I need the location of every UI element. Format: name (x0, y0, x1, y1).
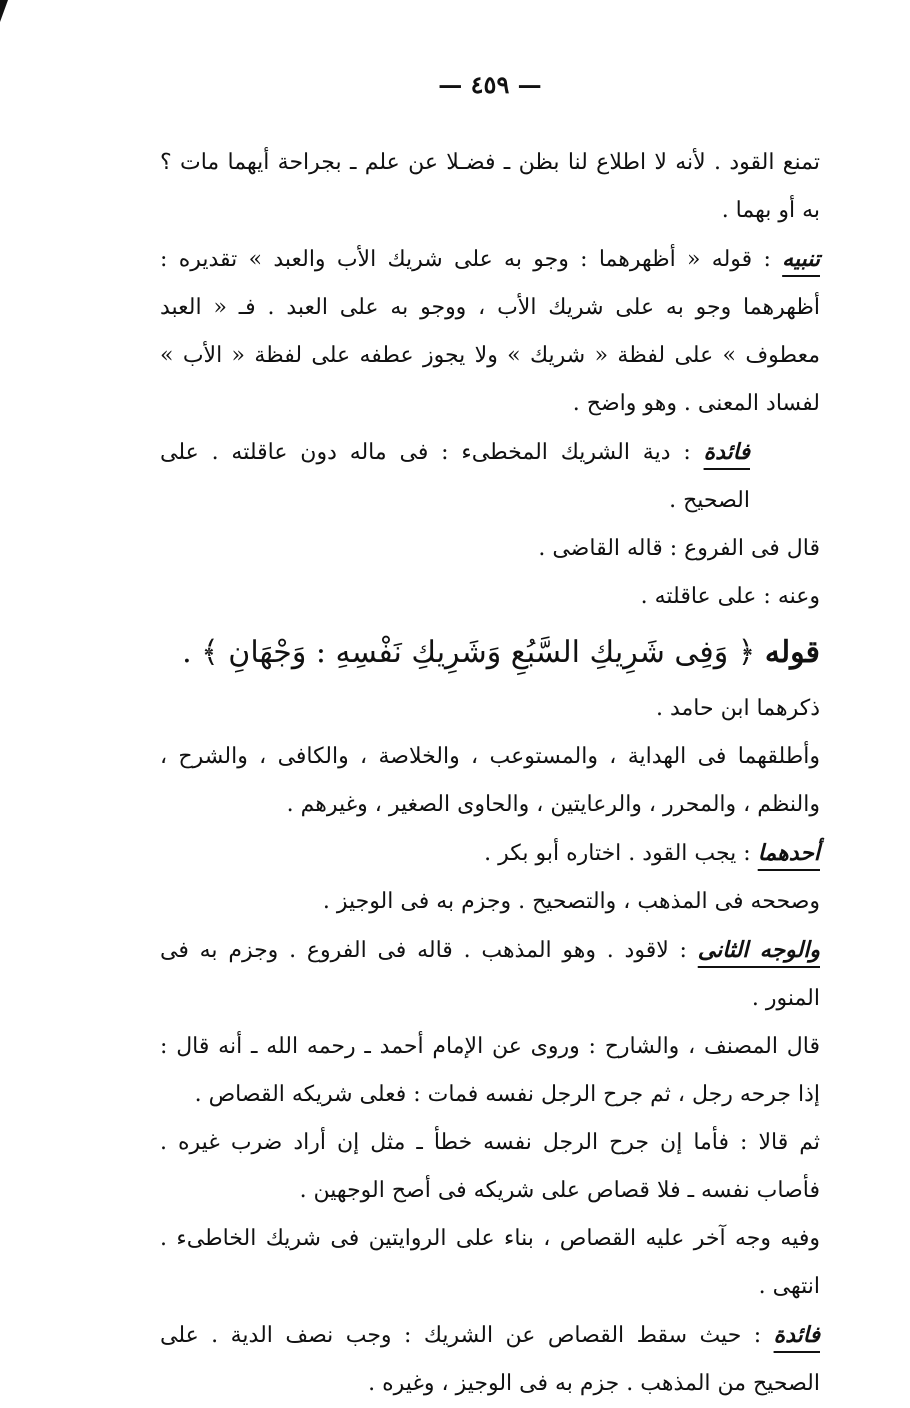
paragraph-label: فائدة (773, 1322, 820, 1348)
paragraph-text: : حيث سقط القصاص عن الشريك : وجب نصف الدية . على الصحيح من المذهب . جزم به فى الوجيز ، وغيره . (160, 1323, 820, 1396)
paragraph-text: : قوله « أظهرهما : وجو به على شريك الأب والعبد » تقديره : أظهرهما وجو به على شريك الأب ، ووجو به على العبد . فـ « العبد معطوف » على لفظة « شريك » ولا يجوز عطفه على لفظة « الأب » لفساد المعنى . وهو واضح . (160, 247, 820, 416)
paragraph-text: تمنع القود . لأنه لا اطلاع لنا بظن ـ فضـلا عن علم ـ بجراحة أيهما مات ؟ به أو بهما . (160, 150, 820, 223)
verse-text: ﴿ وَفِى شَرِيكِ السَّبُعِ وَشَرِيكِ نَفْسِهِ : وَجْهَانِ ﴾ . (182, 635, 756, 670)
page-body (160, 70, 820, 1408)
paragraph-text: ذكرهما ابن حامد . (655, 696, 820, 721)
paragraph-text: وفيه وجه آخر عليه القصاص ، بناء على الروايتين فى شريك الخاطىء . انتهى . (160, 1226, 820, 1299)
paragraph-text: : دية الشريك المخطىء : فى ماله دون عاقلته . على الصحيح . (160, 440, 750, 513)
paragraph-text: قال فى الفروع : قاله القاضى . (538, 536, 820, 561)
paragraph (160, 1119, 820, 1215)
paragraph (160, 878, 820, 926)
paragraph (160, 733, 820, 829)
paragraph-text: ثم قالا : فأما إن جرح الرجل نفسه خطأ ـ مثل إن أراد ضرب غيره . فأصاب نفسه ـ فلا قصاص على شريكه فى أصح الوجهين . (160, 1130, 820, 1203)
paragraph-note (160, 235, 820, 428)
paragraph-label: فائدة (703, 439, 750, 465)
page-number: — ٤٥٩ — (438, 70, 542, 99)
paragraph-benefit (160, 428, 820, 525)
paragraph-first-view (160, 829, 820, 878)
paragraph-text: وصححه فى المذهب ، والتصحيح . وجزم به فى الوجيز . (322, 889, 820, 914)
paragraph (160, 685, 820, 733)
paragraph (160, 139, 820, 235)
paragraph-text: وأطلقهما فى الهداية ، والمستوعب ، والخلاصة ، والكافى ، والشرح ، والنظم ، والمحرر ، والرعايتين ، والحاوى الصغير ، وغيرهم . (160, 744, 820, 817)
paragraph (160, 525, 820, 573)
paragraph (160, 1215, 820, 1311)
quoted-verse (160, 621, 820, 685)
paragraph-label: تنبيه (782, 246, 820, 272)
corner-mark (0, 0, 8, 22)
verse-heading: قوله (764, 635, 820, 670)
paragraph-second-view (160, 926, 820, 1023)
paragraph-text: : يجب القود . اختاره أبو بكر . (484, 841, 758, 866)
paragraph-label: أحدهما (757, 840, 820, 866)
paragraph (160, 573, 820, 621)
paragraph-benefit (160, 1311, 820, 1408)
paragraph (160, 1023, 820, 1119)
paragraph-text: : لاقود . وهو المذهب . قاله فى الفروع . وجزم به فى المنور . (160, 938, 820, 1011)
paragraph-text: وعنه : على عاقلته . (640, 584, 820, 609)
paragraph-text: قال المصنف ، والشارح : وروى عن الإمام أحمد ـ رحمه الله ـ أنه قال : إذا جرحه رجل ، ثم جرح الرجل نفسه فمات : فعلى شريكه القصاص . (160, 1034, 820, 1107)
paragraph-label: والوجه الثانى (697, 937, 820, 963)
